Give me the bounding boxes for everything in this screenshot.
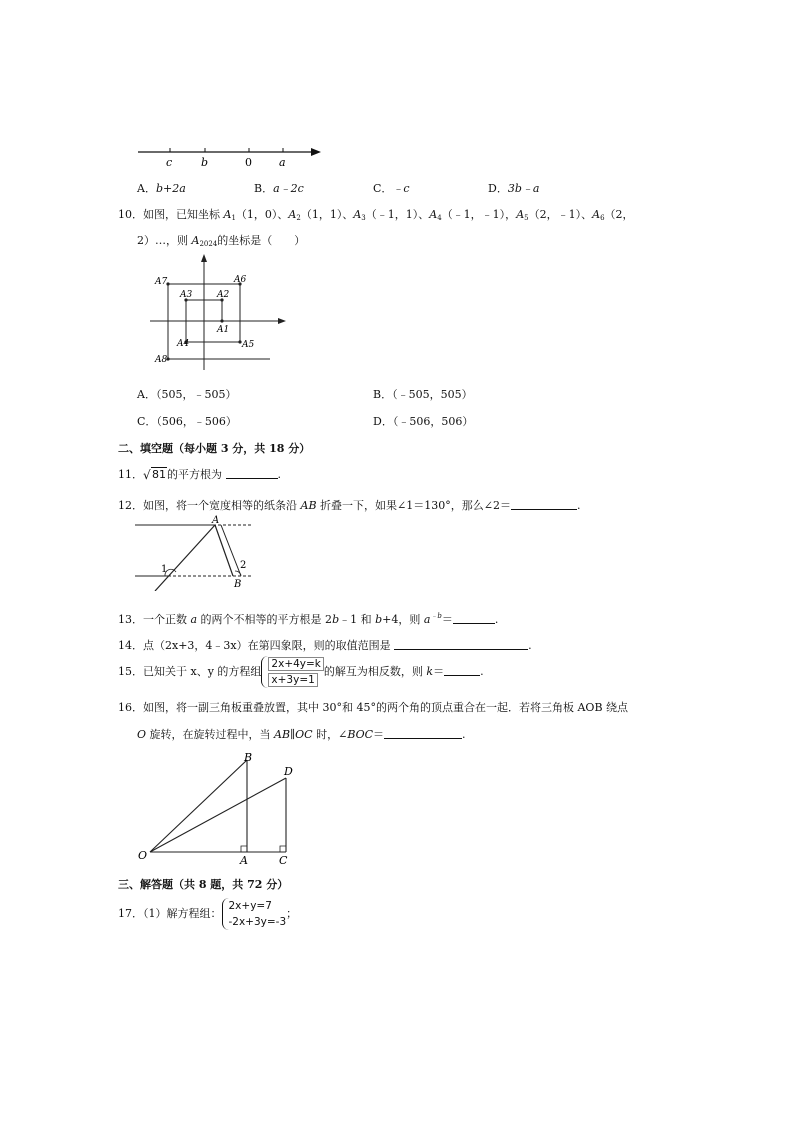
q10-stem-line1: 10．如图，已知坐标 $A_1(1$，0）、$A_2(1$，1）、$A_3(﹣1$，1）、$A_4(﹣1$，﹣1），$A_5(2$，﹣1）、$A_6(2$， <box>118 208 634 222</box>
q10-option-a: A．（505，﹣505） <box>137 388 237 401</box>
sqrt-symbol: √ 81 <box>143 468 166 482</box>
label-c: c <box>166 156 173 169</box>
q16-stem-line2: O 旋转，在旋转过程中，当 AB∥OC 时，∠BOC＝ . <box>137 728 466 741</box>
q10-option-b: B．（﹣505，505） <box>373 388 473 401</box>
label-B: B <box>234 579 242 590</box>
q10-option-d: D．（﹣506，506） <box>373 415 474 428</box>
q9-option-c: C．﹣c <box>373 182 410 195</box>
q10-stem-line2: 2）…，则 $A_{2024}$的坐标是（ ） <box>137 234 306 248</box>
label-A: A <box>212 515 220 526</box>
q11: 11． √ 81的平方根为 . <box>118 468 281 482</box>
number-line-figure <box>135 142 335 172</box>
q9-option-a: A．b+2a <box>137 182 186 195</box>
q14: 14．点（2x+3，4﹣3x）在第四象限，则的取值范围是 . <box>118 639 532 652</box>
label-0: 0 <box>245 156 252 169</box>
label-angle-1: 1 <box>161 564 168 575</box>
label-A: A <box>240 854 248 867</box>
label-a7: A7 <box>155 277 168 287</box>
label-b: b <box>201 156 209 169</box>
label-a: a <box>279 156 286 169</box>
section-answers-heading: 三、解答题（共 8 题，共 72 分） <box>118 878 289 891</box>
q15-answer-blank[interactable] <box>444 665 480 676</box>
label-a1: A1 <box>217 325 230 335</box>
q15-equation-system: $\frac{2x+4y=k}{x+3y=1}$ <box>261 656 323 688</box>
label-B: B <box>244 751 253 764</box>
label-O: O <box>138 849 148 862</box>
q15: 15．已知关于 x、y 的方程组 $\frac{2x+4y=k}{x+3y=1}$的解互为相反数，则 k＝ . <box>118 658 484 686</box>
label-a4: A4 <box>177 339 190 349</box>
segment-OD <box>150 778 286 852</box>
q12-fold-figure <box>133 513 258 591</box>
label-D: D <box>284 765 293 778</box>
q10-option-c: C．（506，﹣506） <box>137 415 237 428</box>
q12-stem: 12．如图，将一个宽度相等的纸条沿 AB 折叠一下，如果∠1＝130°，那么∠2＝ . <box>118 499 581 512</box>
q13-answer-blank[interactable] <box>453 613 495 624</box>
label-a5: A5 <box>242 340 255 350</box>
q16-stem-line1: 16．如图，将一副三角板重叠放置，其中 30°和 45°的两个角的顶点重合在一起．若将三角板 AOB 绕点 <box>118 701 629 714</box>
q17: 17．（1）解方程组： 2x+y=7 -2x+3y=-3； <box>118 900 298 928</box>
fold-left-edge <box>155 525 215 591</box>
q16-triangles-figure <box>136 748 306 868</box>
q9-option-b: B．a﹣2c <box>254 182 304 195</box>
right-angle-C <box>280 846 286 852</box>
label-angle-2: 2 <box>240 560 247 571</box>
segment-OB <box>150 760 247 852</box>
section-fill-in-heading: 二、填空题（每小题 3 分，共 18 分） <box>118 442 311 455</box>
label-a8: A8 <box>155 355 168 365</box>
right-angle-A <box>241 846 247 852</box>
q9-option-d: D．3b﹣a <box>488 182 540 195</box>
label-C: C <box>279 854 288 867</box>
number-line-arrow <box>311 148 321 156</box>
q12-answer-blank[interactable] <box>511 499 577 510</box>
q13: 13．一个正数 a 的两个不相等的平方根是 2b﹣1 和 b+4，则 $a^{﹣b}=$ . <box>118 612 499 626</box>
q16-answer-blank[interactable] <box>384 728 462 739</box>
q14-answer-blank[interactable] <box>394 639 528 650</box>
q10-spiral-figure <box>150 252 290 372</box>
label-a3-top: A3 <box>180 290 193 300</box>
label-a2: A2 <box>217 290 230 300</box>
q11-answer-blank[interactable] <box>226 468 278 479</box>
label-a6: A6 <box>234 275 247 285</box>
q17-equation-system: 2x+y=7 -2x+3y=-3 <box>222 898 287 930</box>
